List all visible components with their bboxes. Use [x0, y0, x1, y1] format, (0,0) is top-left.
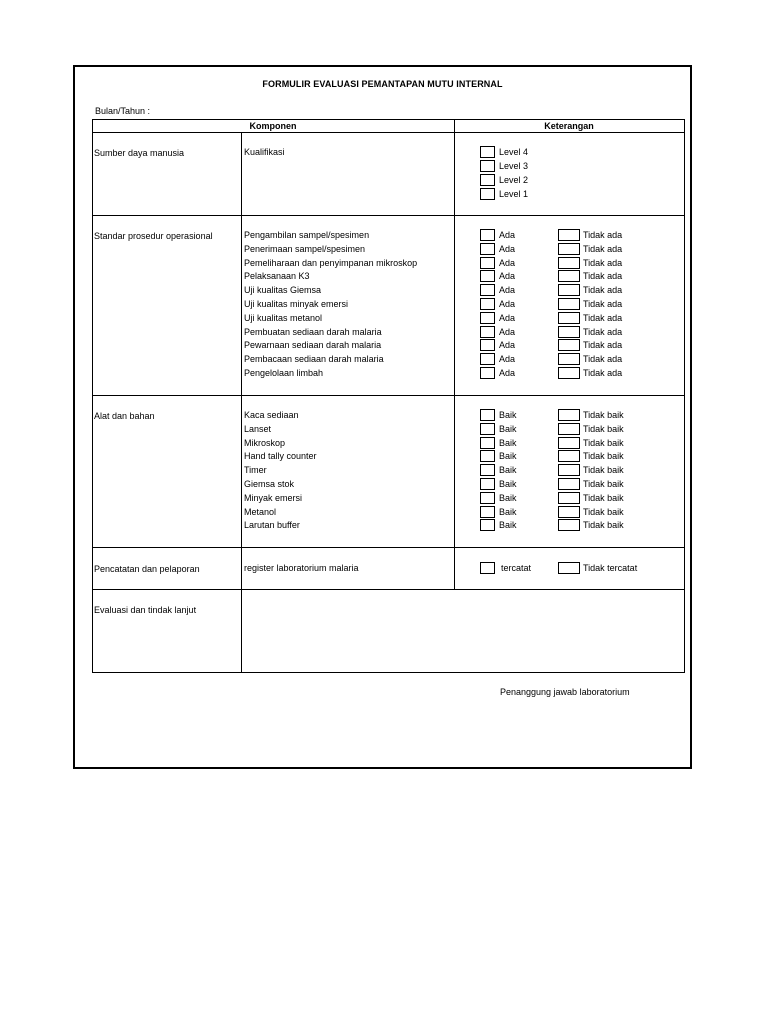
checkbox[interactable]: [480, 478, 495, 490]
checkbox[interactable]: [480, 409, 495, 421]
table-rule: [92, 215, 685, 216]
header-komponen: Komponen: [249, 121, 297, 131]
checkbox[interactable]: [558, 409, 580, 421]
checkbox[interactable]: [558, 257, 580, 269]
table-rule: [92, 672, 685, 673]
form-title: FORMULIR EVALUASI PEMANTAPAN MUTU INTERNAL: [262, 79, 503, 89]
signature-label: Penanggung jawab laboratorium: [500, 687, 630, 697]
item-label: Mikroskop: [244, 437, 286, 448]
item-label: Larutan buffer: [244, 520, 300, 531]
section-alat-label: Alat dan bahan: [94, 411, 155, 421]
checkbox[interactable]: [480, 174, 495, 186]
checkbox[interactable]: [558, 339, 580, 351]
table-rule: [92, 119, 685, 120]
item-label: Pewarnaan sediaan darah malaria: [244, 340, 382, 351]
checkbox[interactable]: [558, 506, 580, 518]
checkbox[interactable]: [480, 506, 495, 518]
period-label: Bulan/Tahun :: [95, 106, 151, 116]
item-label: Metanol: [244, 506, 277, 517]
checkbox[interactable]: [558, 326, 580, 338]
checkbox[interactable]: [480, 160, 495, 172]
checkbox[interactable]: [480, 492, 495, 504]
checkbox[interactable]: [558, 423, 580, 435]
checkbox[interactable]: [480, 229, 495, 241]
evaluation-table: Komponen Keterangan Sumber daya manusia Kualifikasi Level 4 Level 3 Level 2 Level 1 Standar prosedur operasional Pengambilan sampel/spesimen Ada Tidak ada Penerimaan sampel/spesimen Ada Tidak ada Pemeliharaan dan penyimpanan mikroskop Ada Tidak ada Pelaksanaan K3 Ada Tidak ada Uji kualitas Giemsa Ada Tidak ada Uji kualitas minyak emersi Ada Tidak ada Uji kualitas metanol Ada Tidak ada Pembuatan sediaan darah malaria Ada Tidak ada Pewarnaan sediaan darah malaria Ada Tidak ada Pembacaan sediaan darah malaria Ada Tidak ada Pengelolaan limbah Ada Tidak ada Alat dan bahan Kaca sediaan Baik Tidak baik Lanset Baik Tidak baik Mikroskop Baik Tidak baik Hand tally counter Baik Tidak baik Timer Baik Tidak baik Giemsa stok Baik Tidak baik Minyak emersi Baik Tidak baik Metanol Baik Tidak baik Larutan buffer Baik Tidak baik Pencatatan dan pelaporan register laboratorium malaria tercatat Tidak tercatat Evaluasi dan tindak lanjut: [92, 119, 685, 674]
item-label: Pembacaan sediaan darah malaria: [244, 354, 384, 365]
checkbox[interactable]: [480, 353, 495, 365]
item-kualifikasi: Kualifikasi: [244, 147, 285, 157]
table-rule: [92, 395, 685, 396]
item-label: Penerimaan sampel/spesimen: [244, 243, 366, 254]
form-frame: [73, 65, 692, 769]
table-rule: [92, 547, 685, 548]
checkbox[interactable]: [480, 450, 495, 462]
item-label: Pelaksanaan K3: [244, 271, 310, 282]
checkbox[interactable]: [558, 270, 580, 282]
checkbox[interactable]: [480, 270, 495, 282]
checkbox[interactable]: [480, 326, 495, 338]
item-label: Minyak emersi: [244, 492, 303, 503]
checkbox[interactable]: [558, 284, 580, 296]
section-pencatatan-label: Pencatatan dan pelaporan: [94, 564, 200, 574]
section-sdm-label: Sumber daya manusia: [94, 148, 185, 158]
checkbox[interactable]: [558, 450, 580, 462]
checkbox[interactable]: [480, 298, 495, 310]
checkbox[interactable]: [558, 298, 580, 310]
checkbox[interactable]: [480, 339, 495, 351]
checkbox[interactable]: [480, 423, 495, 435]
table-rule: [92, 132, 685, 133]
checkbox[interactable]: [558, 464, 580, 476]
checkbox[interactable]: [558, 562, 580, 574]
checkbox[interactable]: [558, 492, 580, 504]
item-label: Lanset: [244, 423, 272, 434]
checkbox[interactable]: [480, 367, 495, 379]
checkbox[interactable]: [480, 519, 495, 531]
item-label: Pengambilan sampel/spesimen: [244, 230, 370, 240]
checkbox[interactable]: [558, 312, 580, 324]
item-register: register laboratorium malaria: [244, 563, 359, 573]
checkbox[interactable]: [558, 478, 580, 490]
item-label: Uji kualitas Giemsa: [244, 285, 322, 296]
checkbox[interactable]: [480, 562, 495, 574]
item-label: Timer: [244, 465, 267, 476]
table-rule: [684, 119, 685, 673]
checkbox[interactable]: [480, 464, 495, 476]
item-label: Uji kualitas minyak emersi: [244, 299, 349, 309]
item-label: Uji kualitas metanol: [244, 312, 323, 323]
evaluasi-notes-field[interactable]: [242, 590, 683, 671]
checkbox[interactable]: [558, 519, 580, 531]
checkbox[interactable]: [480, 257, 495, 269]
table-rule: [454, 119, 455, 589]
item-label: Giemsa stok: [244, 479, 295, 489]
header-keterangan: Keterangan: [544, 121, 594, 131]
item-label: Pengelolaan limbah: [244, 368, 324, 378]
section-sop-label: Standar prosedur operasional: [94, 231, 213, 241]
checkbox[interactable]: [480, 312, 495, 324]
checkbox[interactable]: [558, 243, 580, 255]
checkbox[interactable]: [480, 188, 495, 200]
table-rule: [92, 119, 93, 673]
item-label: Pembuatan sediaan darah malaria: [244, 326, 382, 337]
checkbox[interactable]: [558, 437, 580, 449]
checkbox[interactable]: [480, 146, 495, 158]
checkbox[interactable]: [558, 367, 580, 379]
item-label: Kaca sediaan: [244, 410, 299, 420]
checkbox[interactable]: [480, 437, 495, 449]
item-label: Pemeliharaan dan penyimpanan mikroskop: [244, 257, 418, 268]
item-label: Hand tally counter: [244, 451, 317, 462]
checkbox[interactable]: [480, 243, 495, 255]
checkbox[interactable]: [558, 353, 580, 365]
checkbox[interactable]: [480, 284, 495, 296]
section-evaluasi-label: Evaluasi dan tindak lanjut: [94, 605, 197, 615]
checkbox[interactable]: [558, 229, 580, 241]
